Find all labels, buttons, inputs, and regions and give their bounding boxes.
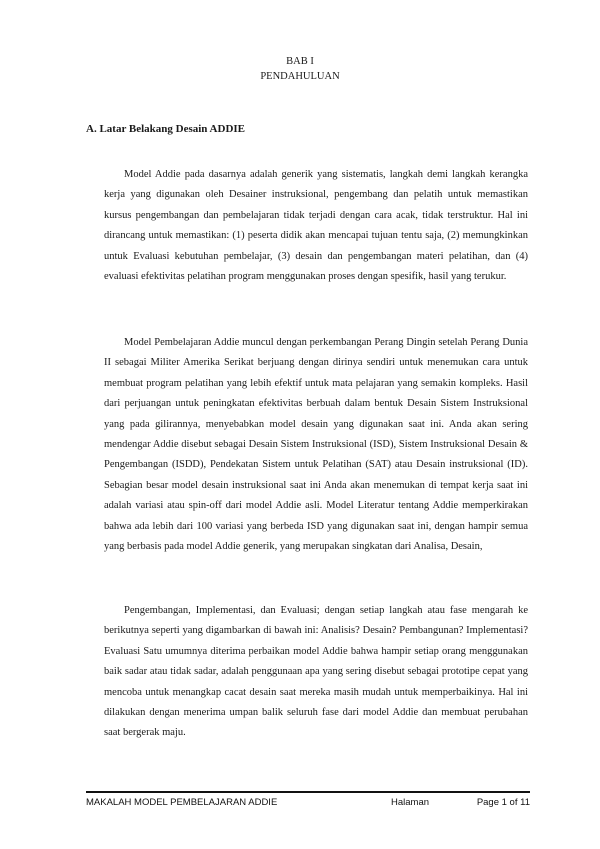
paragraph-text: Model Addie pada dasarnya adalah generik yang sistematis, langkah demi langkah kerangka kerja yang digunakan oleh Desainer instruksional, pengembang dan pelatih untuk memastikan kursus pengembangan dan pembelajaran tidak terjadi dengan cara acak, tidak terstruktur. Hal ini dirancang untuk memastikan: (1) peserta didik akan mencapai tujuan tentu saja, (2) memungkinkan untuk Evaluasi kebutuhan pembelajar, (3) desain dan pengembangan materi pelatihan, dan (4) evaluasi efektivitas pelatihan program menggunakan proses dengan spesifik, hasil yang terukur. — [104, 169, 528, 283]
footer-divider — [86, 791, 530, 793]
paragraph-text: Pengembangan, Implementasi, dan Evaluasi; dengan setiap langkah atau fase mengarah ke berikutnya seperti yang digambarkan di bawah ini: Analisis? Desain? Pembangunan? Implementasi? Evaluasi Satu umumnya diterima perbaikan model Addie bahwa hampir setiap orang menggunakan baik sadar atau tidak sadar, adalah penggunaan apa yang sering disebut sebagai prototipe cepat yang mencoba untuk menangkap cacat desain saat mereka masih mudah untuk memperbaikinya. Hal ini dilakukan dengan menerima umpan balik seluruh fase dari model Addie dan membuat perubahan saat bergerak maju. — [104, 605, 528, 739]
footer-page-label: Halaman — [391, 797, 430, 808]
paragraph-2 — [104, 333, 528, 557]
chapter-title: PENDAHULUAN — [260, 71, 340, 82]
paragraph-text: Model Pembelajaran Addie muncul dengan perkembangan Perang Dingin setelah Perang Dunia II sebagai Militer Amerika Serikat berjuang dengan dirinya sendiri untuk menemukan cara untuk membuat program pelatihan yang lebih efektif untuk mata pelajaran yang semakin kompleks. Hasil dari perjuangan untuk peningkatan efektivitas berbuah dalam bentuk Desain Sistem Instruksional yang pada gilirannya, menyebabkan model desain yang digunakan saat ini. Anda akan sering mendengar Addie disebut sebagai Desain Sistem Instruksional (ISD), Sistem Instruksional Desain & Pengembangan (ISDD), Pendekatan Sistem untuk Pelatihan (SAT) atau Desain instruksional (ID). Sebagian besar model desain instruksional saat ini Anda akan menemukan di tempat kerja saat ini adalah variasi atau spin-off dari model Addie asli. Model Literatur tentang Addie memperkirakan bahwa ada lebih dari 100 variasi yang berbeda ISD yang digunakan saat ini, dengan hampir semua yang berbasis pada model Addie generik, yang merupakan singkatan dari Analisa, Desain, — [104, 337, 528, 553]
footer-page-number: Page 1 of 11 — [476, 797, 530, 808]
paragraph-1 — [104, 165, 528, 287]
chapter-number: BAB I — [286, 56, 314, 67]
paragraph-3 — [104, 601, 528, 744]
chapter-header — [0, 54, 600, 84]
footer-document-title: MAKALAH MODEL PEMBELAJARAN ADDIE — [86, 797, 278, 808]
section-heading: A. Latar Belakang Desain ADDIE — [86, 123, 246, 135]
